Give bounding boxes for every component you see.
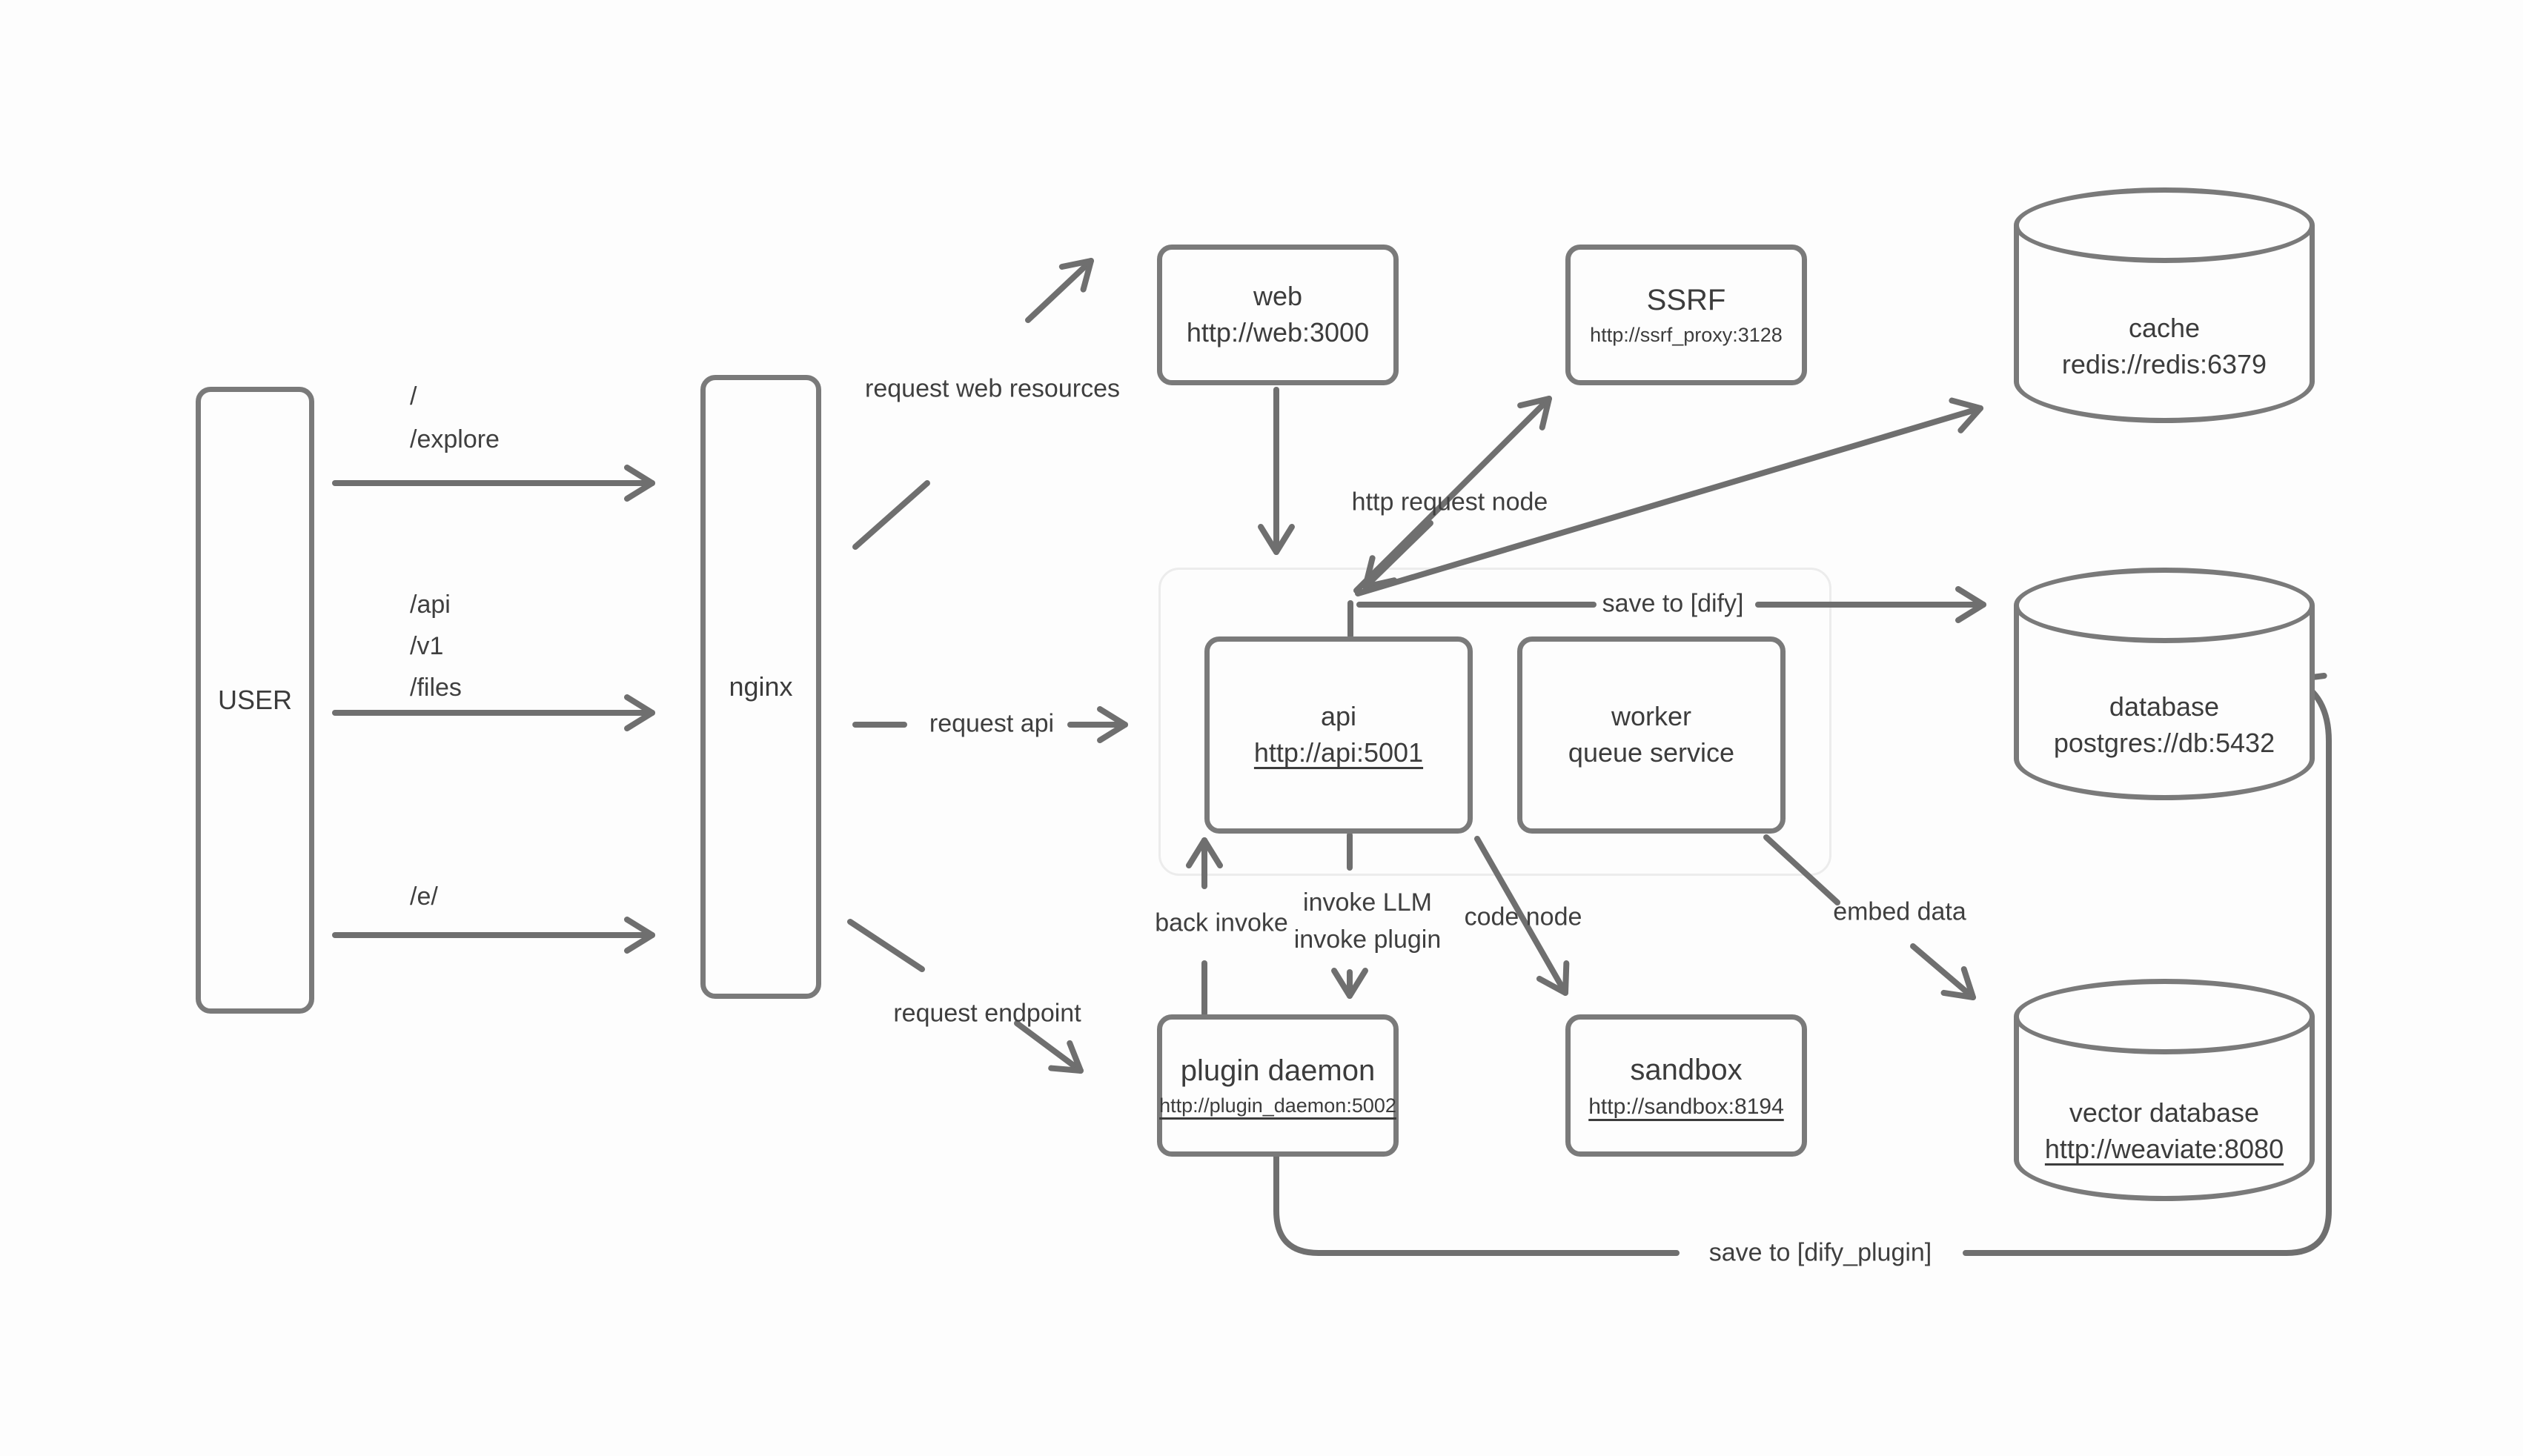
node-ssrf: [1565, 245, 1807, 385]
node-cache-url: redis://redis:6379: [2061, 349, 2267, 379]
label-invoke-plugin: invoke plugin: [1293, 925, 1442, 954]
route-explore: /explore: [410, 425, 500, 453]
node-api: [1204, 636, 1473, 834]
node-ssrf-title: SSRF: [1646, 284, 1726, 317]
label-request-endpoint: request endpoint: [893, 999, 1081, 1028]
label-embed-data: embed data: [1833, 897, 1966, 926]
node-database-title: database: [2109, 691, 2220, 722]
node-database-url: postgres://db:5432: [2053, 728, 2275, 758]
route-files: /files: [410, 674, 462, 702]
node-cache-cylinder: [2014, 187, 2315, 423]
node-ssrf-url: http://ssrf_proxy:3128: [1590, 324, 1783, 347]
node-web-url: http://web:3000: [1186, 317, 1370, 348]
node-sandbox: [1565, 1014, 1807, 1157]
node-plugin-daemon-url-link[interactable]: http://plugin_daemon:5002: [1159, 1094, 1396, 1117]
node-sandbox-title: sandbox: [1630, 1053, 1743, 1086]
label-invoke-llm: invoke LLM: [1303, 888, 1432, 917]
node-nginx: [700, 375, 821, 999]
route-label-api: [410, 584, 462, 708]
node-nginx-label: nginx: [729, 671, 793, 702]
node-user: [196, 387, 314, 1014]
label-back-invoke: back invoke: [1155, 908, 1288, 937]
route-label-extension: [410, 875, 438, 918]
node-vector-database-cylinder: [2014, 979, 2315, 1201]
label-save-to-dify-plugin: save to [dify_plugin]: [1708, 1238, 1932, 1267]
label-request-web-resources: request web resources: [865, 374, 1120, 403]
arrow-save-dify-plugin-seg1: [1276, 1157, 1677, 1253]
route-root: /: [410, 382, 417, 410]
node-plugin-daemon: [1157, 1014, 1399, 1157]
arrow-nginx-plugin-seg1: [850, 922, 922, 969]
arrow-nginx-web-seg1: [855, 483, 927, 547]
node-vector-database-url-link[interactable]: http://weaviate:8080: [2044, 1134, 2284, 1164]
node-web: [1157, 245, 1399, 385]
node-cache-title: cache: [2128, 313, 2201, 344]
vector-database-cylinder-top: [2014, 979, 2315, 1054]
arrow-nginx-web-seg2: [1028, 261, 1091, 320]
node-plugin-daemon-title: plugin daemon: [1180, 1054, 1376, 1088]
node-api-title: api: [1320, 701, 1357, 732]
route-extension: /e/: [410, 882, 438, 911]
node-vector-database-title: vector database: [2069, 1097, 2260, 1128]
label-code-node: code node: [1464, 902, 1582, 931]
database-cylinder-top: [2014, 568, 2315, 643]
label-http-request-node: http request node: [1351, 488, 1548, 516]
label-save-to-dify: save to [dify]: [1602, 589, 1744, 618]
node-worker-subtitle: queue service: [1568, 737, 1735, 768]
cache-cylinder-top: [2014, 187, 2315, 263]
arrow-embed-data-seg1: [1766, 837, 1837, 902]
arrow-embed-data-seg2: [1913, 946, 1973, 997]
route-v1: /v1: [410, 632, 444, 660]
node-api-url-link[interactable]: http://api:5001: [1253, 737, 1424, 768]
route-api: /api: [410, 591, 451, 619]
node-web-title: web: [1253, 281, 1303, 312]
node-worker: [1517, 636, 1786, 834]
route-label-web: [410, 375, 500, 461]
node-worker-title: worker: [1611, 701, 1692, 732]
node-sandbox-url-link[interactable]: http://sandbox:8194: [1588, 1094, 1784, 1119]
label-invoke-llm-plugin: [1294, 884, 1441, 958]
label-request-api: request api: [929, 709, 1055, 738]
node-user-label: USER: [217, 684, 293, 715]
node-database-cylinder: [2014, 568, 2315, 800]
